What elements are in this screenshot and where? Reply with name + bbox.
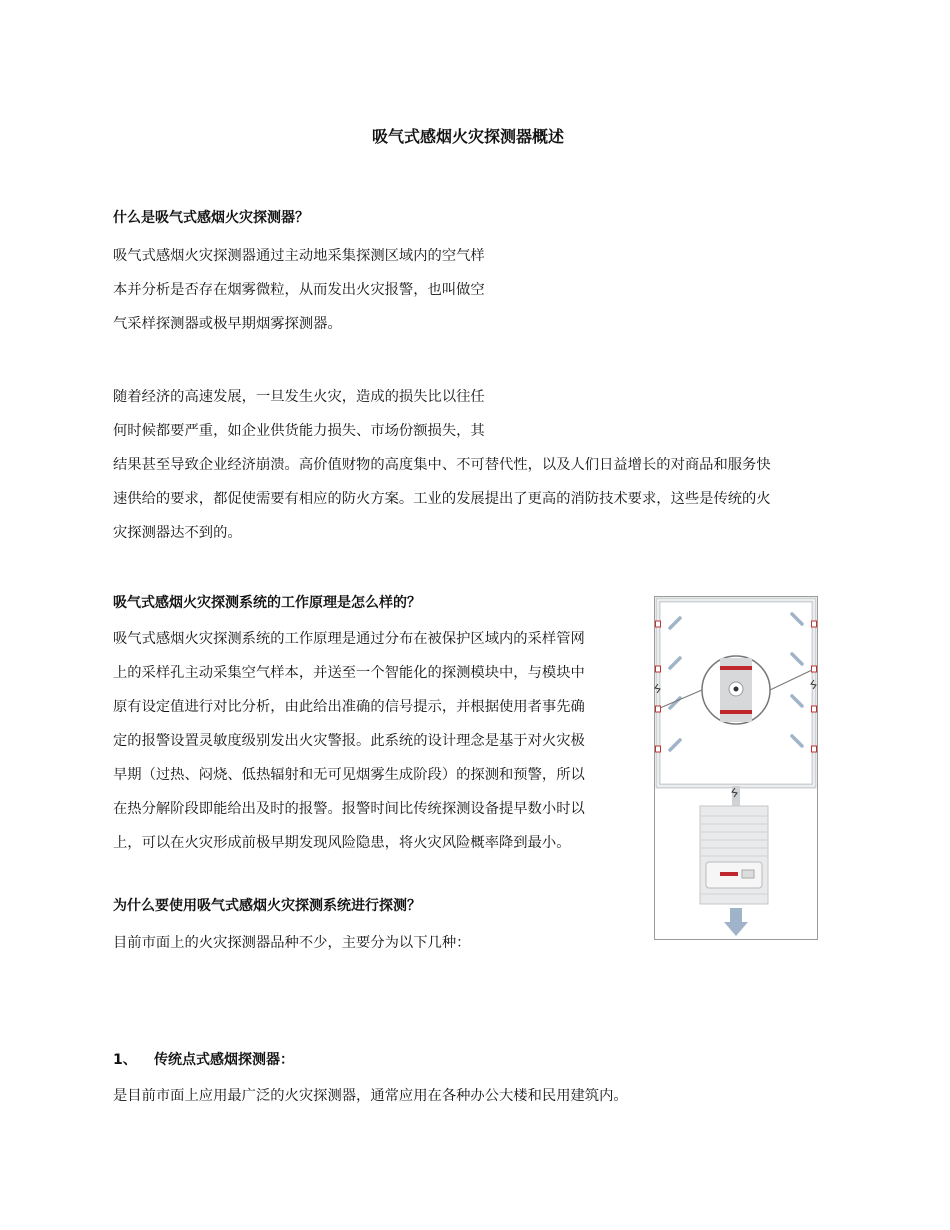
heading-why-use: 为什么要使用吸气式感烟火灾探测系统进行探测？: [113, 898, 421, 914]
text-line: 上的采样孔主动采集空气样本，并送至一个智能化的探测模块中，与模块中: [113, 665, 585, 681]
paragraph-definition: [113, 239, 485, 341]
text-line: 何时候都要严重，如企业供货能力损失、市场份额损失，其: [113, 423, 485, 439]
text-line: 本并分析是否存在烟雾微粒，从而发出火灾报警，也叫做空: [113, 282, 485, 298]
text-line: 上，可以在火灾形成前极早期发现风险隐患，将火灾风险概率降到最小。: [113, 835, 571, 851]
text-line: 早期（过热、闷烧、低热辐射和无可见烟雾生成阶段）的探测和预警，所以: [113, 767, 585, 783]
text-line: 原有设定值进行对比分析，由此给出准确的信号提示，并根据使用者事先确: [113, 699, 585, 715]
paragraph-background: [113, 380, 771, 550]
aspirating-system-diagram-icon: [654, 596, 818, 940]
text-line: 灾探测器达不到的。: [113, 525, 242, 541]
paragraph-point-detector: 是目前市面上应用最广泛的火灾探测器，通常应用在各种办公大楼和民用建筑内。: [113, 1088, 628, 1104]
list-number: 1、: [113, 1052, 137, 1068]
heading-working-principle: 吸气式感烟火灾探测系统的工作原理是怎么样的？: [113, 595, 421, 611]
text-line: 速供给的要求，都促使需要有相应的防火方案。工业的发展提出了更高的消防技术要求，这些是传统的火: [113, 491, 771, 507]
heading-what-is: 什么是吸气式感烟火灾探测器？: [113, 210, 309, 226]
text-line: 随着经济的高速发展，一旦发生火灾，造成的损失比以往任: [113, 389, 485, 405]
paragraph-types-intro: 目前市面上的火灾探测器品种不少，主要分为以下几种：: [113, 935, 471, 951]
document-title: 吸气式感烟火灾探测器概述: [372, 127, 565, 146]
text-line: 在热分解阶段即能给出及时的报警。报警时间比传统探测设备提早数小时以: [113, 801, 585, 817]
text-line: 结果甚至导致企业经济崩溃。高价值财物的高度集中、不可替代性，以及人们日益增长的对商品和服务快: [113, 457, 771, 473]
text-line: 定的报警设置灵敏度级别发出火灾警报。此系统的设计理念是基于对火灾极: [113, 733, 585, 749]
text-line: 吸气式感烟火灾探测系统的工作原理是通过分布在被保护区域内的采样管网: [113, 631, 585, 647]
text-line: 吸气式感烟火灾探测器通过主动地采集探测区域内的空气样: [113, 248, 485, 264]
heading-point-detector: 传统点式感烟探测器：: [154, 1052, 294, 1068]
paragraph-principle: [113, 622, 585, 860]
text-line: 气采样探测器或极早期烟雾探测器。: [113, 316, 342, 332]
